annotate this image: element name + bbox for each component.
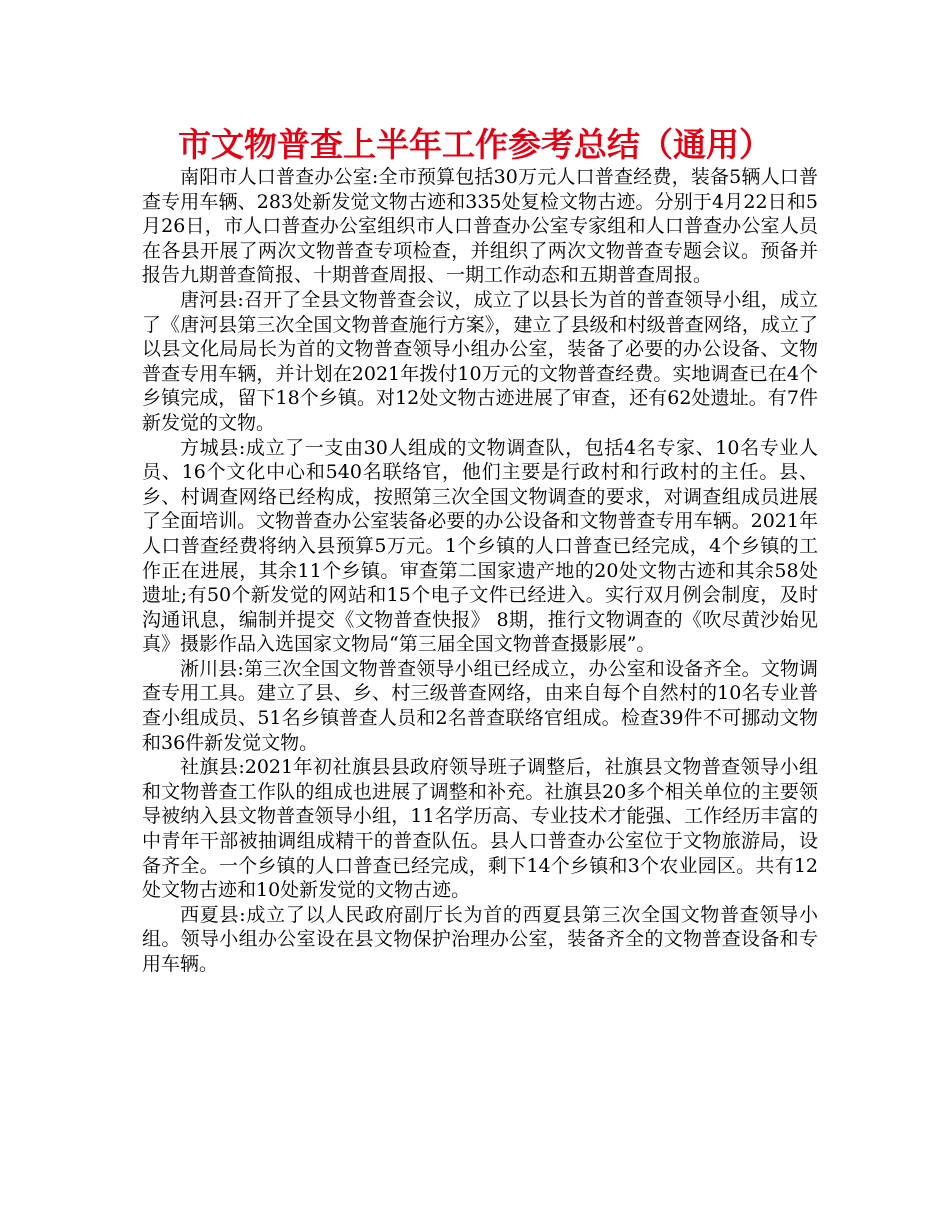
paragraph-xixia: 西夏县:成立了以人民政府副厅长为首的西夏县第三次全国文物普查领导小组。领导小组办公室设在县文物保护治理办公室，装备齐全的文物普查设备和专用车辆。 [142, 903, 818, 975]
paragraph-sheqi: 社旗县:2021年初社旗县县政府领导班子调整后，社旗县文物普查领导小组和文物普查工作队的组成也进展了调整和补充。社旗县20多个相关单位的主要领导被纳入县文物普查领导小组，11名学历高、专业技术才能强、工作经历丰富的中青年干部被抽调组成精干的普查队伍。县人口普查办公室位于文物旅游局，设备齐全。一个乡镇的人口普查已经完成，剩下14个乡镇和3个农业园区。共有12处文物古迹和10处新发觉的文物古迹。 [142, 756, 818, 902]
paragraph-nanyang: 南阳市人口普查办公室:全市预算包括30万元人口普查经费，装备5辆人口普查专用车辆、283处新发觉文物古迹和335处复检文物古迹。分别于4月22日和5月26日，市人口普查办公室组织市人口普查办公室专家组和人口普查办公室人员在各县开展了两次文物普查专项检查，并组织了两次文物普查专题会议。预备并报告九期普查简报、十期普查周报、一期工作动态和五期普查周报。 [142, 166, 818, 287]
paragraph-fangcheng: 方城县:成立了一支由30人组成的文物调查队，包括4名专家、10名专业人员、16个文化中心和540名联络官，他们主要是行政村和行政村的主任。县、乡、村调查网络已经构成，按照第三次全国文物调查的要求，对调查组成员进展了全面培训。文物普查办公室装备必要的办公设备和文物普查专用车辆。2021年人口普查经费将纳入县预算5万元。1个乡镇的人口普查已经完成，4个乡镇的工作正在进展，其余11个乡镇。审查第二国家遗产地的20处文物古迹和其余58处遗址;有50个新发觉的网站和15个电子文件已经进入。实行双月例会制度，及时沟通讯息，编制并提交《文物普查快报》 8期，推行文物调查的《吹尽黄沙始见真》摄影作品入选国家文物局“第三届全国文物普查摄影展”。 [142, 436, 818, 656]
document-body [142, 165, 818, 977]
document-title: 市文物普查上半年工作参考总结（通用） [178, 125, 772, 164]
paragraph-tanghe: 唐河县:召开了全县文物普查会议，成立了以县长为首的普查领导小组，成立了《唐河县第三次全国文物普查施行方案》，建立了县级和村级普查网络，成立了以县文化局局长为首的文物普查领导小组办公室，装备了必要的办公设备、文物普查专用车辆，并计划在2021年拨付10万元的文物普查经费。实地调查已在4个乡镇完成，留下18个乡镇。对12处文物古迹进展了审查，还有62处遗址。有7件新发觉的文物。 [142, 288, 818, 434]
paragraph-xichuan: 淅川县:第三次全国文物普查领导小组已经成立，办公室和设备齐全。文物调查专用工具。建立了县、乡、村三级普查网络，由来自每个自然村的10名专业普查小组成员、51名乡镇普查人员和2名普查联络官组成。检查39件不可挪动文物和36件新发觉文物。 [142, 657, 818, 754]
